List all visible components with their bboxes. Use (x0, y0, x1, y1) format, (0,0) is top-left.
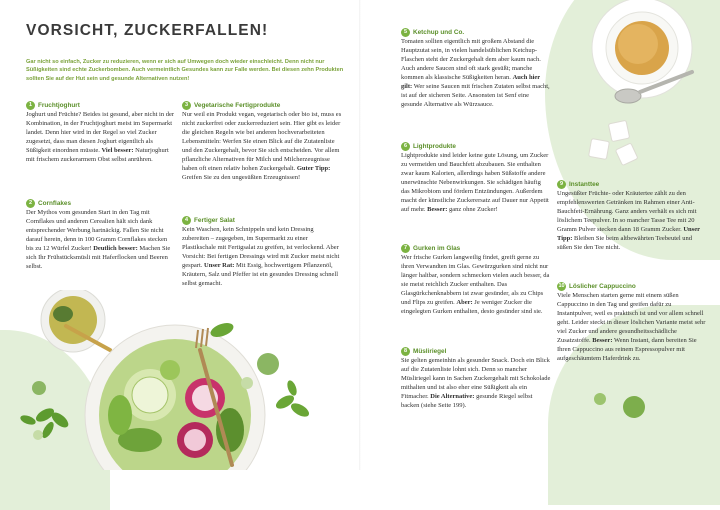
decorative-dot (257, 353, 279, 375)
decorative-dot (594, 393, 606, 405)
section-title: Vegetarische Fertigprodukte (194, 102, 281, 109)
section-title: Lightprodukte (413, 143, 456, 150)
section-number-badge: 9 (557, 180, 566, 189)
section-number-badge: 6 (401, 142, 410, 151)
decorative-dot (623, 396, 645, 418)
section-title: Löslicher Cappuccino (569, 283, 636, 290)
sugar-cubes-icon (589, 120, 638, 165)
section-title: Gurken im Glas (413, 245, 461, 252)
section-body: Kein Waschen, kein Schnippeln und kein Dressing zubereiten – zugegeben, im Supermarkt zu einer Plastikschale mit Fertigsalat zu greifen, ist verlockend. Aber Vorsicht: Bei fertigen Dressings wird mit Zucker meist nicht gespart. Unser Rat: Mit Essig, hochwertigem Pflanzenöl, Kräutern, Salz und Pfeffer ist ein gesundes Dressing schnell selbst gemacht. (182, 226, 340, 287)
section-loeslicher-cappuccino (557, 282, 707, 364)
herb-leaves-left-icon (19, 406, 71, 440)
decorative-dot (32, 381, 46, 395)
section-vegetarische-fertigprodukte (182, 101, 342, 183)
section-title: Ketchup und Co. (413, 29, 465, 36)
section-gurken-im-glas (401, 244, 551, 317)
section-body: Tomaten sollten eigentlich mit großem Abstand die Hauptzutat sein, in vielen handelsüblichen Ketchup-Flaschen steht der Zuckergehalt dem aber kaum nach. Auch andere Saucen sind oft stark gesüßt; manche kommen als klassische Süßigkeiten heran. Auch hier gilt: Wer seine Saucen mit frischen Zutaten selbst macht, ist auf der sicheren Seite. Ansonsten ist Senf eine gesunde Alternative als Würzsauce. (401, 38, 550, 108)
salad-bowl-icon (85, 325, 265, 470)
section-lightprodukte (401, 142, 551, 215)
tea-cup-icon (592, 0, 692, 98)
section-body: Nur weil ein Produkt vegan, vegetarisch oder bio ist, muss es nicht zuckerfrei oder zuckerreduziert sein. Hier gibt es leider die gleichen Regeln wie bei anderen hochverarbeiteten Lebensmitteln: Werfen Sie einen Blick auf die Zutatenliste und den Zuckergehalt, bevor Sie sich entscheiden. Vor allem pflanzliche Alternativen für Milch und Milcherzeugnisse haben oft einen relativ hohen Zuckergehalt. Guter Tipp: Greifen Sie zu den ungesüßten Erzeugnissen! (182, 111, 342, 181)
page-title: VORSICHT, ZUCKERFALLEN! (26, 22, 269, 39)
section-number-badge: 10 (558, 283, 565, 289)
tea-cup-photo (570, 0, 720, 175)
section-number-badge: 1 (26, 101, 35, 110)
section-title: Cornflakes (38, 200, 72, 207)
section-number-badge: 8 (401, 347, 410, 356)
section-body: Viele Menschen starten gerne mit einem süßen Cappuccino in den Tag und greifen dafür zu Instantpulver, weil es praktisch ist und vor allem schnell geht. Leider steckt in dieser löslichen Variante meist sehr viel Zucker und andere gesundheitsschädliche Zusatzstoffe. Besser: Wenn Instant, dann bereiten Sie Ihren Cappuccino aus reinem Espressopulver mit aufgeschäumtem Haferdrink zu. (557, 292, 706, 362)
section-fertiger-salat (182, 216, 342, 289)
section-title: Fruchtjoghurt (38, 102, 80, 109)
section-instanttee (557, 180, 707, 253)
section-title: Instanttee (569, 181, 600, 188)
section-number-badge: 4 (182, 216, 191, 225)
section-number-badge: 7 (401, 244, 410, 253)
intro-text: Gar nicht so einfach, Zucker zu reduzieren, wenn er sich auf Umwegen doch wieder einschleicht. Denn nicht nur Süßigkeiten sind echte Zuckerbomben. Auch vermeintlich Gesundes kann zur Falle werden. Bei diesen zehn Produkten sollten Sie auf der Hut sein und gesunde Alternativen nutzen! (26, 59, 344, 82)
dressing-bowl-icon (41, 290, 110, 352)
section-body: Sie gelten gemeinhin als gesunder Snack. Doch ein Blick auf die Zutatenliste lohnt sich. Denn so mancher Müsliriegel kann in Sachen Zuckergehalt mit Schokolade mithalten und ist also eher eine Süßigkeit als ein Fitmacher. Die Alternative: gesunde Riegel selbst backen (siehe Seite 199). (401, 357, 551, 409)
decorative-dot (241, 377, 253, 389)
salad-photo (0, 290, 360, 470)
section-body: Wer frische Gurken langweilig findet, greift gerne zu ihren Verwandten im Glas. Gewürzgurken sind nicht nur länger haltbar, sondern schmecken vielen auch besser, da sie meist reichlich Zucker enthalten. Das Glasgürkchenknabbern ist zwar gesünder, als zu Chips und Flips zu greifen. Aber: Je weniger Zucker die eingelegten Gurken enthalten, desto gesünder sind sie. (401, 254, 550, 315)
section-cornflakes (26, 199, 176, 272)
section-body: Ungesüßter Früchte- oder Kräutertee zählt zu den empfehlenswerten Getränken im Rahmen einer Anti-Bauchfett-Ernährung. Ganz anders verhält es sich mit löslichem Teepulver. In so mancher Tasse Tee mit 20 Gramm Pulver stecken dann 18 Gramm Zucker. Unser Tipp: Bleiben Sie beim altbewährten Teebeutel und süßen Sie den Tee nicht. (557, 190, 700, 251)
section-ketchup (401, 28, 551, 110)
section-fruchtjoghurt (26, 101, 176, 165)
section-number-badge: 2 (26, 199, 35, 208)
section-body: Lightprodukte sind leider keine gute Lösung, um Zucker zu vermeiden und Bauchfett abzubauen. Sie enthalten zwar kaum Kalorien, allerdings haben Süßstoffe andere unerwünschte Nebenwirkungen. Sie schädigen häufig das Mikrobiom und fördern Entzündungen. Außerdem macht der künstliche Zuckerersatz auf Dauer nur Appetit auf mehr. Besser: ganz ohne Zucker! (401, 152, 549, 213)
section-body: Joghurt und Früchte? Beides ist gesund, aber nicht in der Kombination, in der Fruchtjoghurt meist im Supermarkt landet. Denn hier wird in der Regel so viel Zucker zugesetzt, dass man diesen Joghurt eigentlich als Süßigkeit einordnen müsste. Viel besser: Naturjoghurt mit frischem zuckerarmem Obst selbst anrühren. (26, 111, 175, 163)
decorative-dots-right (580, 385, 670, 445)
section-body: Der Mythos vom gesunden Start in den Tag mit Cornflakes und anderen Cerealien hält sich dank entsprechender Werbung hartnäckig. Fallen Sie nicht darauf herein, denn in 100 Gramm Cornflakes stecken bis zu 12 Würfel Zucker! Deutlich besser: Machen Sie sich Ihr Frühstücksmüsli mit Haferflocken und Beeren selbst. (26, 209, 171, 270)
section-title: Müsliriegel (413, 348, 447, 355)
section-title: Fertiger Salat (194, 217, 235, 224)
section-muesliriegel (401, 347, 551, 411)
decorative-dot (33, 430, 43, 440)
section-number-badge: 5 (401, 28, 410, 37)
section-number-badge: 3 (182, 101, 191, 110)
